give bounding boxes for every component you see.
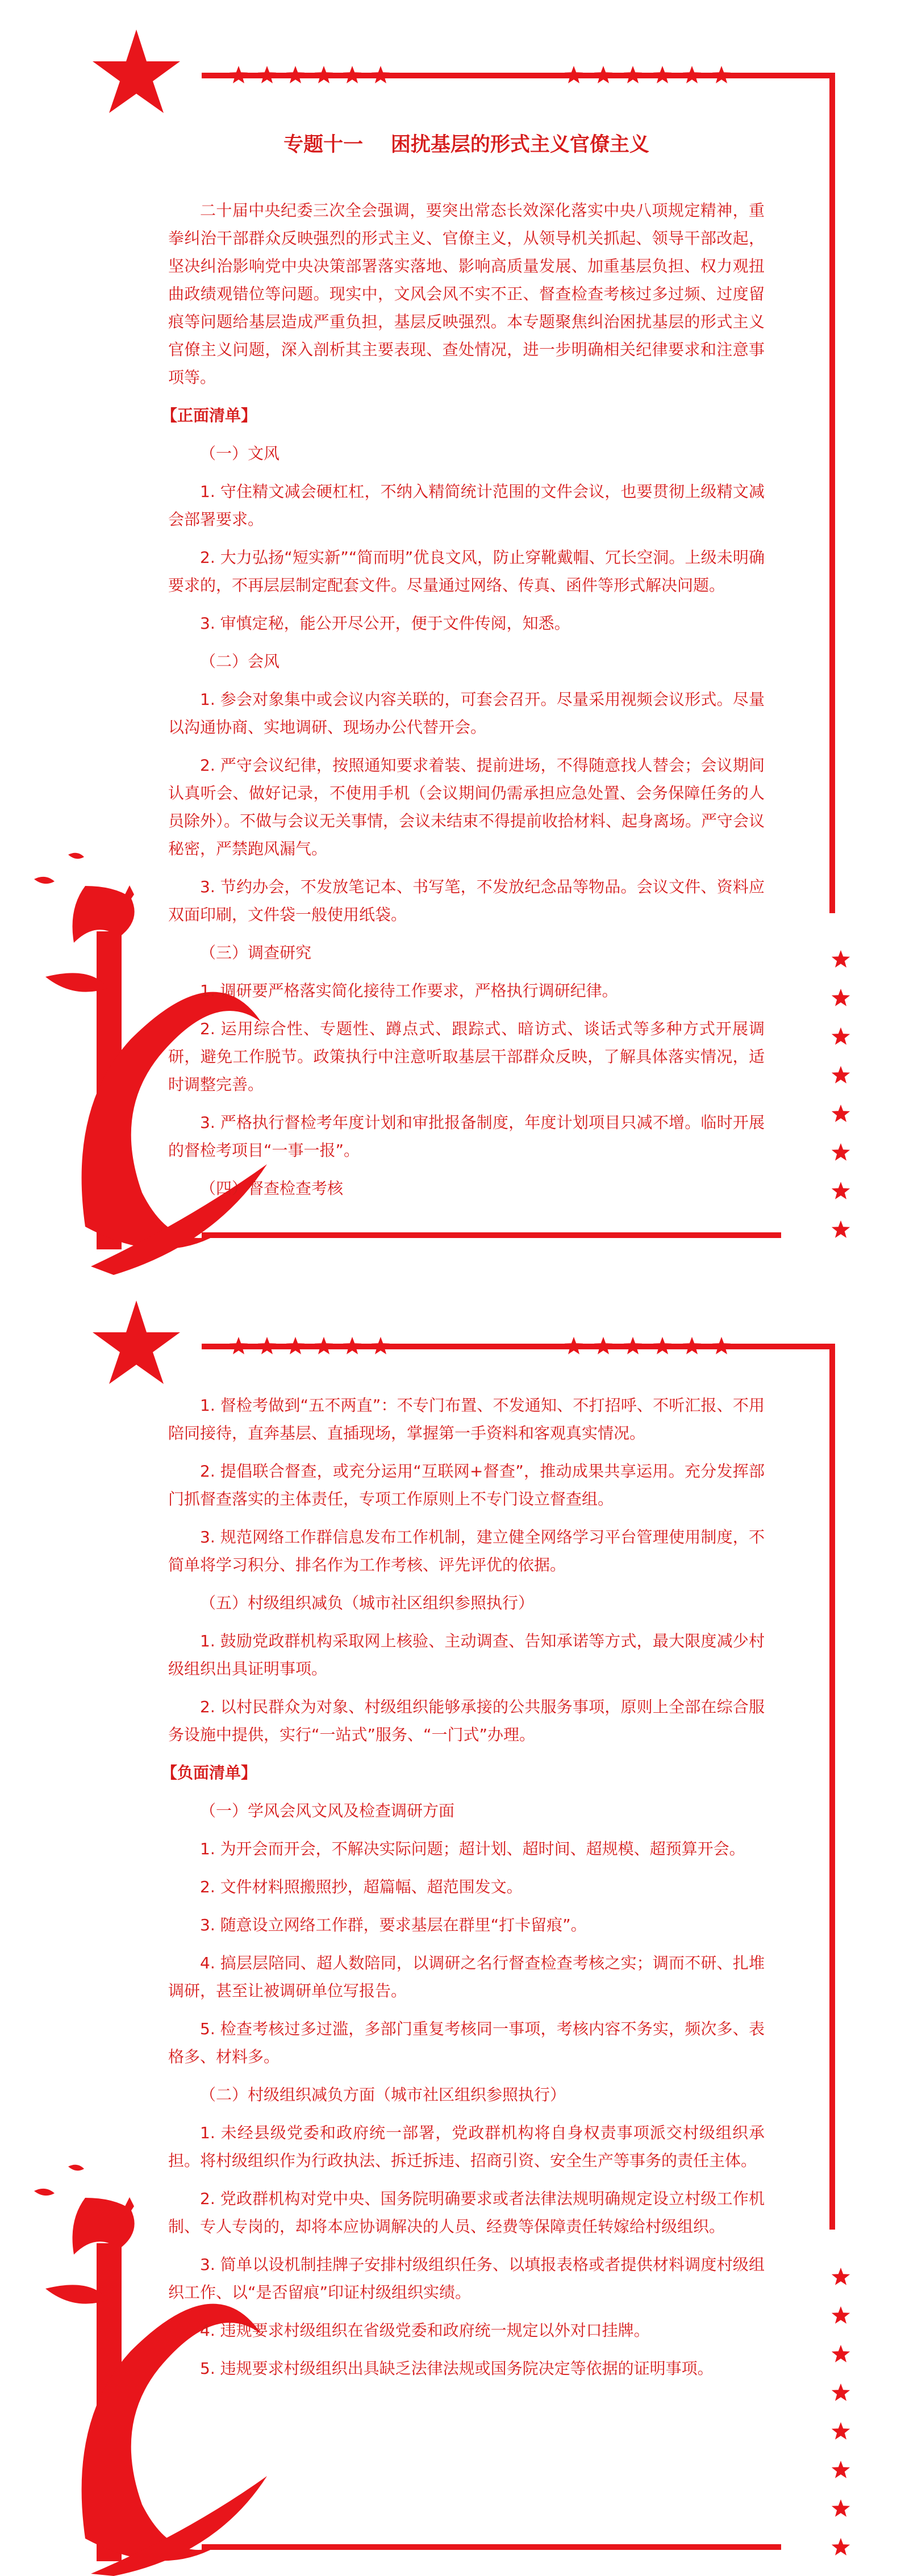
- small-star-icon: [286, 1337, 304, 1354]
- small-star-icon: [832, 1027, 850, 1045]
- paragraph: 1. 为开会而开会，不解决实际问题；超计划、超时间、超规模、超预算开会。: [200, 1839, 745, 1858]
- paragraph: 3. 规范网络工作群信息发布工作机制，建立健全网络学习平台管理使用制度，不简单将学习积分、排名作为工作考核、评先评优的依据。: [168, 1528, 765, 1574]
- subsection-heading: （一）文风: [200, 444, 280, 463]
- paragraph: 2. 严守会议纪律，按照通知要求着装、提前进场，不得随意找人替会；会议期间认真听会、做好记录，不使用手机（会议期间仍需承担应急处置、会务保障任务的人员除外）。不做与会议无关事情，会议未结束不得提前收拾材料、起身离场。严守会议秘密，严禁跑风漏气。: [168, 756, 765, 858]
- small-star-icon: [832, 1105, 850, 1122]
- small-star-icon: [565, 1337, 583, 1354]
- small-star-icon: [832, 1220, 850, 1238]
- content-column-1: [161, 131, 765, 1212]
- panel-1: [0, 0, 901, 1277]
- small-star-icon: [565, 66, 583, 83]
- body-text-2: [161, 1391, 765, 2382]
- small-star-icon: [372, 66, 390, 83]
- small-star-icon: [832, 2499, 850, 2517]
- small-star-icon: [230, 66, 248, 83]
- paragraph: 1. 未经县级党委和政府统一部署，党政群机构将自身权责事项派交村级组织承担。将村级组织作为行政执法、拆迁拆违、招商引资、安全生产等事务的责任主体。: [168, 2123, 765, 2170]
- paragraph: 二十届中央纪委三次全会强调，要突出常态长效深化落实中央八项规定精神，重拳纠治干部群众反映强烈的形式主义、官僚主义，从领导机关抓起、领导干部改起，坚决纠治影响党中央决策部署落实落地、影响高质量发展、加重基层负担、权力观扭曲政绩观错位等问题。现实中，文风会风不实不正、督查检查考核过多过频、过度留痕等问题给基层造成严重负担，基层反映强烈。本专题聚焦纠治困扰基层的形式主义官僚主义问题，深入剖析其主要表现、查处情况，进一步明确相关纪律要求和注意事项等。: [168, 201, 765, 387]
- paragraph: 5. 检查考核过多过滥，多部门重复考核同一事项，考核内容不务实，频次多、表格多、材料多。: [168, 2019, 765, 2066]
- small-star-icon: [832, 2538, 850, 2556]
- bottom-border-line: [202, 1232, 781, 1238]
- paragraph: 3. 简单以设机制挂牌子安排村级组织任务、以填报表格或者提供材料调度村级组织工作、以“是否留痕”印证村级组织实绩。: [168, 2255, 765, 2302]
- small-star-icon: [683, 1337, 701, 1354]
- paragraph: 2. 提倡联合督查，或充分运用“互联网+督查”，推动成果共享运用。充分发挥部门抓督查落实的主体责任，专项工作原则上不专门设立督查组。: [168, 1462, 765, 1508]
- paragraph: 4. 搞层层陪同、超人数陪同，以调研之名行督查检查考核之实；调而不研、扎堆调研，甚至让被调研单位写报告。: [168, 1954, 765, 2000]
- small-star-icon: [315, 1337, 333, 1354]
- small-star-icon: [258, 66, 276, 83]
- small-star-icon: [315, 66, 333, 83]
- paragraph: 2. 文件材料照搬照抄，超篇幅、超范围发文。: [200, 1877, 523, 1896]
- paragraph: 2. 党政群机构对党中央、国务院明确要求或者法律法规明确规定设立村级工作机制、专人专岗的，却将本应协调解决的人员、经费等保障责任转嫁给村级组织。: [168, 2189, 765, 2236]
- right-border-line: [829, 1344, 835, 2230]
- paragraph: 1. 调研要严格落实简化接待工作要求，严格执行调研纪律。: [200, 981, 618, 1000]
- paragraph: 3. 严格执行督检考年度计划和审批报备制度，年度计划项目只减不增。临时开展的督检考项目“一事一报”。: [168, 1113, 765, 1160]
- small-star-icon: [832, 1143, 850, 1161]
- small-star-icon: [343, 66, 361, 83]
- paragraph: 1. 督检考做到“五不两直”：不专门布置、不发通知、不打招呼、不听汇报、不用陪同接待，直奔基层、直插现场，掌握第一手资料和客观真实情况。: [168, 1396, 765, 1442]
- small-star-icon: [594, 1337, 612, 1354]
- small-star-icon: [712, 1337, 731, 1354]
- small-star-icon: [832, 989, 850, 1006]
- content-column-2: [161, 1391, 765, 2393]
- small-star-icon: [286, 66, 304, 83]
- paragraph: 5. 违规要求村级组织出具缺乏法律法规或国务院决定等依据的证明事项。: [200, 2359, 714, 2378]
- small-star-icon: [230, 1337, 248, 1354]
- small-star-icon: [343, 1337, 361, 1354]
- big-star-icon: [93, 30, 180, 113]
- small-star-icon: [594, 66, 612, 83]
- small-star-icon: [832, 950, 850, 968]
- right-border-line: [829, 73, 835, 913]
- subsection-heading: （四）督查检查考核: [200, 1179, 344, 1198]
- paragraph: 3. 审慎定秘，能公开尽公开，便于文件传阅，知悉。: [200, 614, 570, 633]
- paragraph: 1. 守住精文减会硬杠杠，不纳入精简统计范围的文件会议，也要贯彻上级精文减会部署要求。: [168, 482, 765, 529]
- bottom-border-line: [202, 2544, 781, 2550]
- section-heading: 【负面清单】: [161, 1763, 257, 1782]
- small-star-icon: [832, 2268, 850, 2285]
- page-title: 专题十一 困扰基层的形式主义官僚主义: [283, 133, 649, 156]
- paragraph: 2. 大力弘扬“短实新”“简而明”优良文风，防止穿靴戴帽、冗长空洞。上级未明确要求的，不再层层制定配套文件。尽量通过网络、传真、函件等形式解决问题。: [168, 548, 765, 595]
- paragraph: 2. 以村民群众为对象、村级组织能够承接的公共服务事项，原则上全部在综合服务设施中提供，实行“一站式”服务、“一门式”办理。: [168, 1697, 765, 1744]
- small-star-icon: [624, 66, 642, 83]
- small-star-icon: [832, 2345, 850, 2362]
- paragraph: 2. 运用综合性、专题性、蹲点式、跟踪式、暗访式、谈话式等多种方式开展调研，避免工作脱节。政策执行中注意听取基层干部群众反映，了解具体落实情况，适时调整完善。: [168, 1019, 765, 1094]
- paragraph: 3. 节约办会，不发放笔记本、书写笔，不发放纪念品等物品。会议文件、资料应双面印刷，文件袋一般使用纸袋。: [168, 877, 765, 924]
- subsection-heading: （二）村级组织减负方面（城市社区组织参照执行）: [200, 2085, 566, 2104]
- subsection-heading: （五）村级组织减负（城市社区组织参照执行）: [200, 1594, 535, 1612]
- panel-2: [0, 1278, 901, 2576]
- small-star-icon: [624, 1337, 642, 1354]
- small-star-icon: [653, 1337, 671, 1354]
- small-star-icon: [832, 1066, 850, 1084]
- small-star-icon: [653, 66, 671, 83]
- paragraph: 4. 违规要求村级组织在省级党委和政府统一规定以外对口挂牌。: [200, 2321, 650, 2340]
- small-star-icon: [712, 66, 731, 83]
- small-star-icon: [832, 2383, 850, 2401]
- small-star-icon: [832, 2422, 850, 2440]
- small-star-icon: [832, 1182, 850, 1199]
- body-text-1: [161, 196, 765, 1202]
- paragraph: 3. 随意设立网络工作群，要求基层在群里“打卡留痕”。: [200, 1916, 587, 1934]
- paragraph: 1. 鼓励党政群机构采取网上核验、主动调查、告知承诺等方式，最大限度减少村级组织出具证明事项。: [168, 1632, 765, 1678]
- subsection-heading: （二）会风: [200, 652, 280, 671]
- small-star-icon: [832, 2306, 850, 2324]
- small-star-icon: [372, 1337, 390, 1354]
- paragraph: 1. 参会对象集中或会议内容关联的，可套会召开。尽量采用视频会议形式。尽量以沟通协商、实地调研、现场办公代替开会。: [168, 690, 765, 737]
- small-star-icon: [258, 1337, 276, 1354]
- subsection-heading: （三）调查研究: [200, 943, 312, 962]
- section-heading: 【正面清单】: [161, 406, 257, 425]
- small-star-icon: [832, 2461, 850, 2478]
- big-star-icon: [93, 1300, 180, 1384]
- small-star-icon: [683, 66, 701, 83]
- subsection-heading: （一）学风会风文风及检查调研方面: [200, 1801, 455, 1820]
